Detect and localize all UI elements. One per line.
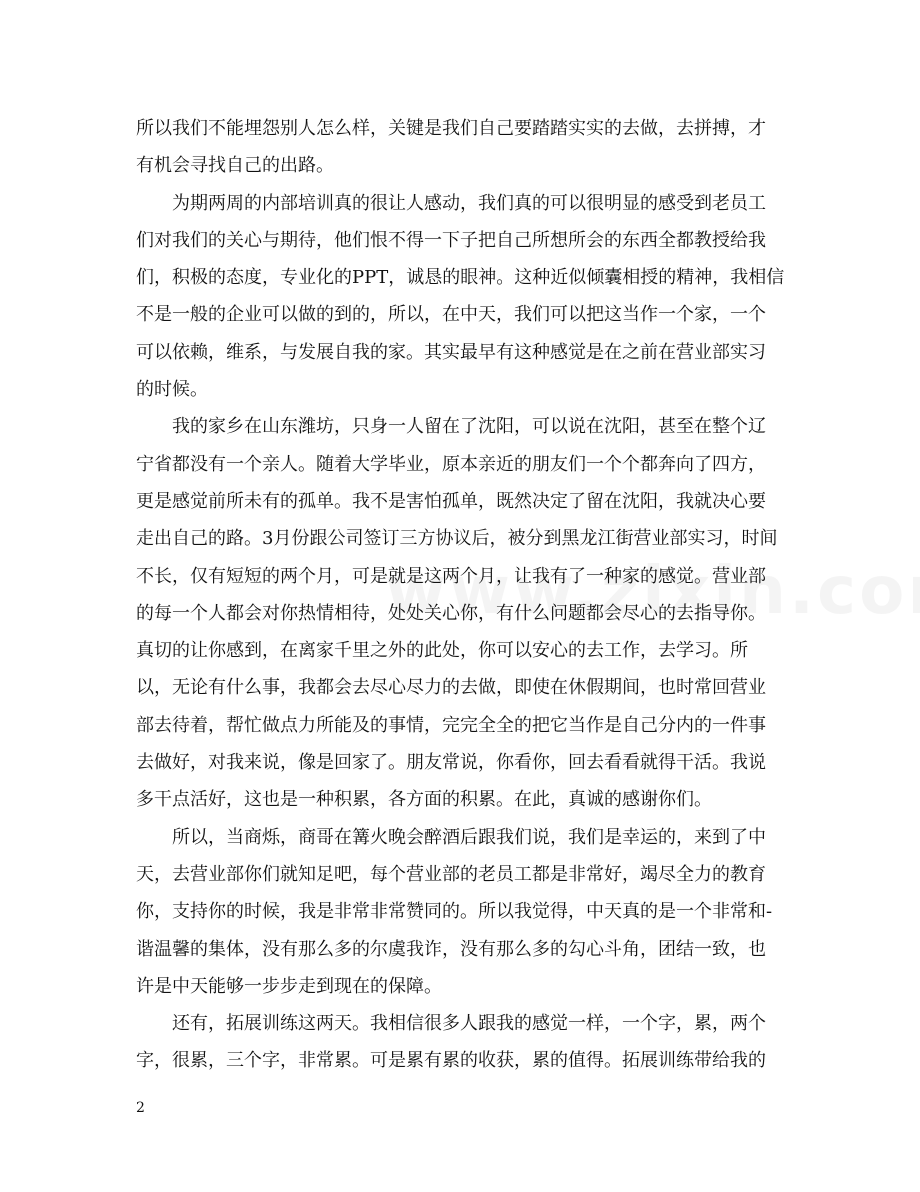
text-line: 更是感觉前所未有的孤单。我不是害怕孤单，既然决定了留在沈阳，我就决心要	[136, 490, 766, 512]
text-line: 们对我们的关心与期待，他们恨不得一下子把自己所想所会的东西全都教授给我	[136, 229, 766, 251]
paragraph-start-line: 我的家乡在山东潍坊，只身一人留在了沈阳，可以说在沈阳，甚至在整个辽	[172, 416, 766, 438]
text-line: 谐温馨的集体，没有那么多的尔虞我诈，没有那么多的勾心斗角，团结一致，也	[136, 938, 766, 960]
text-line: 有机会寻找自己的出路。	[136, 155, 334, 177]
page-number: 2	[136, 1100, 145, 1116]
text-line: 多干点活好，这也是一种积累，各方面的积累。在此，真诚的感谢你们。	[136, 789, 712, 811]
body-text	[136, 110, 785, 1080]
text-line: 你，支持你的时候，我是非常非常赞同的。所以我觉得，中天真的是一个非常和-	[136, 901, 773, 923]
text-line: 们，积极的态度，专业化的PPT，诚恳的眼神。这种近似倾囊相授的精神，我相信	[136, 267, 785, 289]
text-line: 天，去营业部你们就知足吧，每个营业部的老员工都是非常好，竭尽全力的教育	[136, 863, 766, 885]
text-line: 的时候。	[136, 379, 208, 401]
text-line: 部去待着，帮忙做点力所能及的事情，完完全全的把它当作是自己分内的一件事	[136, 714, 766, 736]
paragraph-start-line: 还有，拓展训练这两天。我相信很多人跟我的感觉一样，一个字，累，两个	[172, 1013, 766, 1035]
text-line: 许是中天能够一步步走到现在的保障。	[136, 975, 442, 997]
text-line: 不长，仅有短短的两个月，可是就是这两个月，让我有了一种家的感觉。营业部	[136, 565, 766, 587]
paragraph-start-line: 为期两周的内部培训真的很让人感动，我们真的可以很明显的感受到老员工	[172, 192, 766, 214]
text-line: 可以依赖，维系，与发展自我的家。其实最早有这种感觉是在之前在营业部实习	[136, 341, 766, 363]
text-line: 所以我们不能埋怨别人怎么样，关键是我们自己要踏踏实实的去做，去拼搏，才	[136, 118, 766, 139]
text-line: 字，很累，三个字，非常累。可是累有累的收获，累的值得。拓展训练带给我的	[136, 1050, 766, 1072]
text-line: 真切的让你感到，在离家千里之外的此处，你可以安心的去工作，去学习。所	[136, 640, 748, 662]
text-line: 宁省都没有一个亲人。随着大学毕业，原本亲近的朋友们一个个都奔向了四方，	[136, 453, 766, 475]
paragraph-start-line: 所以，当商烁，商哥在篝火晚会醉酒后跟我们说，我们是幸运的，来到了中	[172, 826, 766, 848]
text-line: 的每一个人都会对你热情相待，处处关心你，有什么问题都会尽心的去指导你。	[136, 602, 766, 624]
text-line: 以，无论有什么事，我都会去尽心尽力的去做，即使在休假期间，也时常回营业	[136, 677, 766, 699]
text-line: 走出自己的路。3月份跟公司签订三方协议后，被分到黑龙江街营业部实习，时间	[136, 528, 778, 550]
text-line: 不是一般的企业可以做的到的，所以，在中天，我们可以把这当作一个家，一个	[136, 304, 766, 326]
text-line: 去做好，对我来说，像是回家了。朋友常说，你看你，回去看看就得干活。我说	[136, 752, 766, 774]
